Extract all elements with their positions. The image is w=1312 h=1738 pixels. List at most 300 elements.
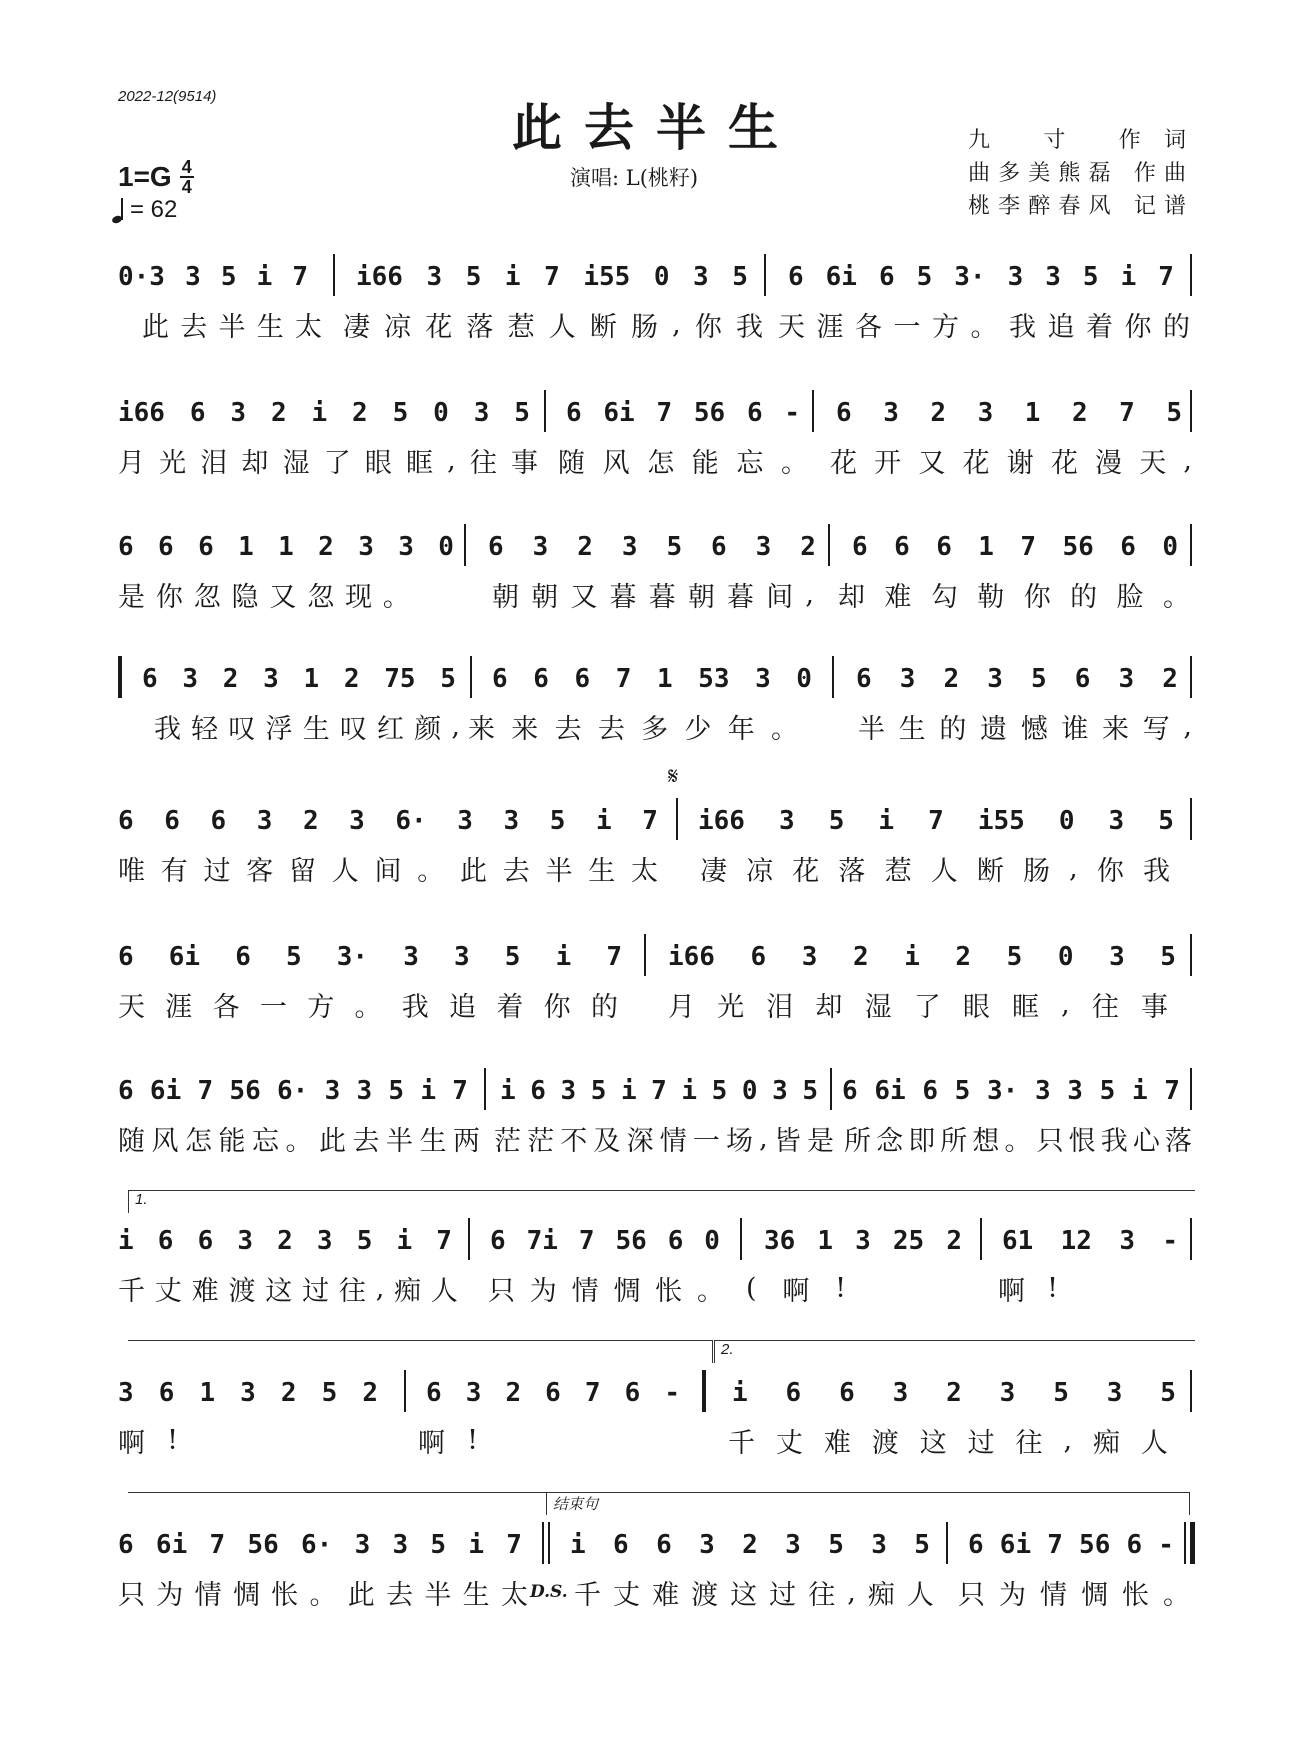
note-token: 3 bbox=[398, 532, 414, 562]
lyric-char: 着 bbox=[496, 991, 524, 1023]
note-token: 5 bbox=[1031, 664, 1047, 694]
notes-row bbox=[118, 1066, 1194, 1116]
lyric-char: 朝 bbox=[687, 581, 715, 613]
note-token: 3 bbox=[871, 1530, 887, 1560]
repeat-start-barline bbox=[118, 656, 122, 698]
lyric-char: 各 bbox=[855, 311, 882, 343]
note-token: 3 bbox=[118, 1378, 134, 1408]
coda-label: 结束句 bbox=[553, 1496, 599, 1513]
note-token: 3 bbox=[182, 664, 199, 694]
note-token: 3 bbox=[403, 942, 419, 972]
note-token: 6i bbox=[155, 1530, 188, 1560]
lyric-char: 。 bbox=[1162, 581, 1190, 613]
note-token: 6 bbox=[235, 942, 251, 972]
lyric-segment bbox=[844, 1118, 1192, 1158]
note-token: 6 bbox=[856, 664, 872, 694]
lyric-char: 却 bbox=[241, 447, 269, 479]
lyric-char: 人 bbox=[548, 311, 576, 343]
note-token: 3· bbox=[986, 1076, 1019, 1106]
note-token: 3 bbox=[426, 262, 443, 292]
note-token: 56 bbox=[615, 1226, 647, 1256]
lyric-char: 只 bbox=[1036, 1125, 1064, 1157]
lyric-segment bbox=[492, 574, 814, 614]
lyric-char: 又 bbox=[570, 581, 598, 613]
barline bbox=[333, 254, 335, 296]
note-token: - bbox=[1162, 1226, 1178, 1256]
note-token: 6 bbox=[624, 1378, 641, 1408]
lyric-char: 丈 bbox=[613, 1579, 641, 1611]
page-title: 此去半生 bbox=[512, 98, 800, 157]
note-token: 6 bbox=[118, 942, 134, 972]
lyric-char: 眼 bbox=[962, 991, 990, 1023]
note-token: i55 bbox=[977, 806, 1025, 836]
lyric-char: 。 bbox=[1163, 1579, 1190, 1611]
lyric-char: 茫 bbox=[494, 1125, 521, 1157]
note-token: 3 bbox=[503, 806, 520, 836]
lyric-char: 凉 bbox=[384, 311, 412, 343]
lyric-char: 。 bbox=[1004, 1125, 1032, 1157]
lyric-segment bbox=[838, 574, 1190, 614]
lyric-char: 忽 bbox=[307, 581, 335, 613]
lyric-char: 难 bbox=[191, 1275, 219, 1307]
lyric-char: 往 bbox=[808, 1579, 836, 1611]
note-token: i66 bbox=[698, 806, 745, 836]
lyric-char: 遗 bbox=[980, 713, 1008, 745]
note-token: 3 bbox=[560, 1076, 577, 1106]
lyric-char: 。 bbox=[970, 311, 998, 343]
note-token: 7 bbox=[1020, 532, 1037, 562]
quarter-note-icon bbox=[112, 197, 126, 223]
note-token: 7 bbox=[606, 942, 622, 972]
note-token: 7 bbox=[292, 262, 308, 292]
note-token: 2 bbox=[742, 1530, 758, 1560]
lyric-char: 隐 bbox=[231, 581, 259, 613]
lyricist-credit: 九 寸 作词 bbox=[968, 128, 1186, 153]
note-token: 53 bbox=[698, 664, 730, 694]
lyric-char: 有 bbox=[160, 855, 188, 887]
note-token: 1 bbox=[278, 532, 294, 562]
singer-credit: 演唱: L(桃籽) bbox=[570, 166, 699, 190]
note-token: i bbox=[468, 1530, 484, 1560]
lyric-char: 颜 bbox=[414, 713, 442, 745]
notes-row bbox=[118, 932, 1194, 982]
lyric-char: 着 bbox=[1086, 311, 1113, 343]
final-barline-thick bbox=[1190, 1522, 1195, 1564]
note-token: 2 bbox=[318, 532, 334, 562]
lyric-char: 你 bbox=[1096, 855, 1124, 887]
lyric-char: 暮 bbox=[727, 581, 755, 613]
lyric-char: , bbox=[1183, 710, 1192, 742]
note-token: 6 bbox=[566, 398, 582, 428]
note-token: i bbox=[504, 262, 521, 292]
lyric-char: 暮 bbox=[648, 581, 676, 613]
lyric-char: , bbox=[1063, 1424, 1073, 1456]
lyric-char: 怅 bbox=[271, 1579, 299, 1611]
note-token: 6 bbox=[142, 664, 158, 694]
note-token: 6 bbox=[839, 1378, 855, 1408]
note-token: 5 bbox=[465, 262, 482, 292]
barline bbox=[470, 656, 472, 698]
barline bbox=[676, 798, 678, 840]
note-token: - bbox=[664, 1378, 680, 1408]
lyric-char: 往 bbox=[1091, 991, 1119, 1023]
note-token: 6 bbox=[118, 532, 134, 562]
measure-notes bbox=[118, 932, 622, 982]
lyric-char: 凉 bbox=[746, 855, 774, 887]
note-token: 5 bbox=[1160, 1378, 1176, 1408]
note-token: 6 bbox=[788, 262, 804, 292]
note-token: - bbox=[784, 398, 800, 428]
lyric-char: 半 bbox=[424, 1579, 452, 1611]
note-token: 3 bbox=[457, 806, 473, 836]
barline bbox=[1190, 656, 1192, 698]
lyric-char: 啊 bbox=[998, 1275, 1025, 1307]
note-token: 3 bbox=[1045, 262, 1061, 292]
lyric-char: 。 bbox=[382, 581, 410, 613]
note-token: 5 bbox=[1160, 942, 1176, 972]
lyric-char: 太 bbox=[500, 1579, 528, 1611]
note-token: 6 bbox=[118, 1076, 134, 1106]
lyric-char: 只 bbox=[118, 1579, 145, 1611]
note-token: i bbox=[878, 806, 895, 836]
note-token: 5 bbox=[828, 1530, 844, 1560]
lyric-char: 凄 bbox=[700, 855, 727, 887]
lyric-char: 追 bbox=[449, 991, 477, 1023]
lyric-segment bbox=[118, 1268, 458, 1308]
lyric-segment bbox=[118, 1572, 528, 1612]
lyric-char: 为 bbox=[156, 1579, 184, 1611]
lyric-char: 惆 bbox=[613, 1275, 641, 1307]
lyric-char: 你 bbox=[1124, 311, 1152, 343]
note-token: 36 bbox=[764, 1226, 796, 1256]
barline bbox=[464, 524, 466, 566]
lyric-char: 湿 bbox=[864, 991, 892, 1023]
transcriber-credit: 桃李醉春风 记谱 bbox=[968, 194, 1186, 219]
measure-notes bbox=[668, 932, 1176, 982]
lyric-char: 天 bbox=[118, 991, 145, 1023]
lyric-char: 渡 bbox=[228, 1275, 256, 1307]
barline bbox=[1190, 1218, 1192, 1260]
note-token: 3 bbox=[785, 1530, 801, 1560]
lyric-char: 这 bbox=[265, 1275, 293, 1307]
lyric-char: 花 bbox=[425, 311, 453, 343]
note-token: 5 bbox=[392, 398, 409, 428]
note-token: 1 bbox=[1024, 398, 1041, 428]
lyric-char: 念 bbox=[876, 1125, 904, 1157]
note-token: 2 bbox=[1071, 398, 1088, 428]
note-token: 6 bbox=[426, 1378, 442, 1408]
notes-row bbox=[118, 252, 1194, 302]
lyric-char: 渡 bbox=[871, 1427, 899, 1459]
lyric-char: 客 bbox=[246, 855, 274, 887]
lyric-char: 丈 bbox=[154, 1275, 182, 1307]
lyric-segment bbox=[746, 1268, 846, 1308]
lyric-char: 去 bbox=[554, 713, 582, 745]
note-token: 5 bbox=[954, 1076, 971, 1106]
note-token: 6 bbox=[189, 398, 206, 428]
lyrics-row bbox=[118, 848, 1194, 888]
note-token: 3 bbox=[1034, 1076, 1051, 1106]
lyric-char: 不 bbox=[560, 1125, 588, 1157]
lyric-char: 太 bbox=[631, 855, 658, 887]
note-token: 3· bbox=[336, 942, 369, 972]
barline bbox=[484, 1068, 486, 1110]
lyric-char: 生 bbox=[462, 1579, 490, 1611]
barline bbox=[1190, 934, 1192, 976]
note-token: i bbox=[620, 1076, 637, 1106]
lyric-char: 来 bbox=[468, 713, 495, 745]
lyric-char: 。 bbox=[780, 447, 808, 479]
measure-notes bbox=[118, 796, 658, 846]
lyric-char: 漫 bbox=[1095, 447, 1123, 479]
lyric-segment bbox=[118, 1118, 480, 1158]
lyric-char: 湿 bbox=[282, 447, 310, 479]
lyric-char: 即 bbox=[908, 1125, 936, 1157]
lyric-char: 难 bbox=[652, 1579, 680, 1611]
note-token: - bbox=[1158, 1530, 1174, 1560]
note-token: 3 bbox=[855, 1226, 871, 1256]
note-token: 5 bbox=[802, 1076, 818, 1106]
note-token: 5 bbox=[732, 262, 748, 292]
note-token: 6 bbox=[922, 1076, 938, 1106]
note-token: 61 bbox=[1002, 1226, 1034, 1256]
note-token: 5 bbox=[286, 942, 302, 972]
note-token: 3 bbox=[1108, 806, 1125, 836]
lyric-char: 眶 bbox=[1011, 991, 1039, 1023]
note-token: 6 bbox=[1120, 532, 1136, 562]
lyric-char: 我 bbox=[1143, 855, 1170, 887]
note-token: 3 bbox=[999, 1378, 1016, 1408]
lyric-char: 只 bbox=[488, 1275, 515, 1307]
note-token: 3 bbox=[755, 664, 771, 694]
measure-notes bbox=[118, 522, 454, 572]
lyric-char: 现 bbox=[345, 581, 373, 613]
lyric-char: 情 bbox=[1040, 1579, 1067, 1611]
lyric-char: 忘 bbox=[736, 447, 764, 479]
barline bbox=[764, 254, 766, 296]
barline bbox=[830, 1068, 832, 1110]
lyric-segment bbox=[574, 1572, 934, 1612]
lyric-char: 去 bbox=[597, 713, 625, 745]
note-token: i bbox=[904, 942, 920, 972]
lyric-char: 这 bbox=[730, 1579, 758, 1611]
lyric-char: 叹 bbox=[228, 713, 256, 745]
note-token: 3 bbox=[237, 1226, 253, 1256]
note-token: 25 bbox=[892, 1226, 925, 1256]
lyric-char: 我 bbox=[1009, 311, 1036, 343]
note-token: 6 bbox=[968, 1530, 984, 1560]
note-token: 3 bbox=[532, 532, 549, 562]
note-token: 0 bbox=[796, 664, 812, 694]
lyric-char: 啊 bbox=[118, 1427, 145, 1459]
lyric-char: 随 bbox=[558, 447, 585, 479]
note-token: 6 bbox=[936, 532, 952, 562]
note-token: i bbox=[420, 1076, 436, 1106]
lyric-char: 凄 bbox=[343, 311, 370, 343]
lyric-char: 泪 bbox=[766, 991, 794, 1023]
lyric-segment bbox=[558, 440, 808, 480]
lyric-segment bbox=[468, 706, 798, 746]
note-token: 6 bbox=[613, 1530, 629, 1560]
measure-notes bbox=[118, 1520, 522, 1570]
lyric-char: 所 bbox=[844, 1125, 871, 1157]
credits bbox=[968, 124, 1186, 223]
note-token: 3 bbox=[263, 664, 279, 694]
lyric-char: 又 bbox=[269, 581, 297, 613]
barline bbox=[1190, 254, 1192, 296]
tempo-value: = 62 bbox=[130, 196, 178, 223]
notes-row bbox=[118, 1520, 1194, 1570]
lyric-char: ! bbox=[835, 1272, 846, 1304]
note-token: 1 bbox=[303, 664, 320, 694]
lyric-char: , bbox=[375, 1272, 385, 1304]
note-token: 6 bbox=[836, 398, 852, 428]
lyric-char: 场 bbox=[725, 1125, 753, 1157]
note-token: 2 bbox=[852, 942, 869, 972]
barline bbox=[1190, 390, 1192, 432]
note-token: 3 bbox=[316, 1226, 333, 1256]
measure-notes bbox=[118, 388, 530, 438]
note-token: 3 bbox=[899, 664, 916, 694]
lyric-char: 我 bbox=[736, 311, 763, 343]
lyric-char: 情 bbox=[571, 1275, 599, 1307]
lyric-char: 人 bbox=[331, 855, 359, 887]
lyric-char: 你 bbox=[543, 991, 571, 1023]
lyric-char: 落 bbox=[1164, 1125, 1192, 1157]
first-ending-bracket-continued bbox=[128, 1340, 713, 1363]
lyric-segment bbox=[778, 304, 1190, 344]
lyric-char: 人 bbox=[906, 1579, 934, 1611]
note-token: 56 bbox=[1062, 532, 1094, 562]
note-token: 3 bbox=[465, 1378, 482, 1408]
note-token: 3 bbox=[349, 806, 365, 836]
barline bbox=[980, 1218, 982, 1260]
measure-notes bbox=[118, 1216, 452, 1266]
coda-bracket bbox=[546, 1492, 1190, 1515]
lyric-char: 我 bbox=[1100, 1125, 1128, 1157]
note-token: 5 bbox=[440, 664, 456, 694]
note-token: 7 bbox=[1158, 262, 1174, 292]
lyric-char: 朝 bbox=[531, 581, 559, 613]
note-token: 2 bbox=[946, 1226, 962, 1256]
lyric-char: 风 bbox=[602, 447, 630, 479]
second-ending-bracket bbox=[714, 1340, 1195, 1363]
note-token: 3 bbox=[1106, 1378, 1123, 1408]
note-token: i bbox=[555, 942, 572, 972]
lyric-char: 年 bbox=[727, 713, 755, 745]
note-token: 7i bbox=[526, 1226, 558, 1256]
note-token: i bbox=[256, 262, 273, 292]
lyric-char: 生 bbox=[302, 713, 330, 745]
note-token: 6 bbox=[1126, 1530, 1143, 1560]
note-token: 5 bbox=[828, 806, 845, 836]
lyric-char: 天 bbox=[1139, 447, 1167, 479]
note-token: 0 bbox=[1162, 532, 1178, 562]
key-signature bbox=[118, 158, 194, 196]
notes-row bbox=[118, 1216, 1194, 1266]
measure-notes bbox=[842, 1066, 1180, 1116]
note-token: 7 bbox=[436, 1226, 452, 1256]
lyric-segment bbox=[118, 1420, 178, 1460]
note-token: 7 bbox=[452, 1076, 468, 1106]
note-token: 3 bbox=[454, 942, 470, 972]
note-token: i bbox=[596, 806, 612, 836]
lyric-char: 一 bbox=[692, 1125, 720, 1157]
lyric-char: 。 bbox=[770, 713, 798, 745]
lyric-char: 痴 bbox=[394, 1275, 422, 1307]
note-token: i55 bbox=[583, 262, 631, 292]
lyric-char: ( bbox=[746, 1272, 757, 1304]
lyric-segment bbox=[118, 574, 410, 614]
lyric-segment bbox=[830, 440, 1192, 480]
lyric-segment bbox=[998, 1268, 1058, 1308]
note-token: 56 bbox=[229, 1076, 261, 1106]
lyric-char: 为 bbox=[999, 1579, 1026, 1611]
barline bbox=[812, 390, 814, 432]
lyric-char: 能 bbox=[218, 1125, 246, 1157]
lyric-char: 眼 bbox=[364, 447, 392, 479]
lyric-char: 朝 bbox=[492, 581, 519, 613]
note-token: 6 bbox=[164, 806, 180, 836]
lyric-char: 光 bbox=[159, 447, 187, 479]
measure-notes bbox=[570, 1520, 930, 1570]
lyric-char: 你 bbox=[155, 581, 183, 613]
note-token: 5 bbox=[914, 1530, 930, 1560]
key-label: 1=G bbox=[118, 161, 172, 192]
note-token: i bbox=[570, 1530, 586, 1560]
lyric-char: 。 bbox=[309, 1579, 337, 1611]
lyric-char: 只 bbox=[958, 1579, 985, 1611]
measure-notes bbox=[732, 1368, 1176, 1418]
note-token: 56 bbox=[693, 398, 726, 428]
lyric-segment bbox=[118, 848, 658, 888]
measure-notes bbox=[118, 252, 308, 302]
lyrics-row bbox=[118, 1268, 1194, 1308]
lyric-char: 落 bbox=[466, 311, 494, 343]
lyric-segment bbox=[728, 1420, 1168, 1460]
lyric-char: 此 bbox=[142, 311, 169, 343]
lyric-char: ! bbox=[167, 1424, 178, 1456]
note-token: 6 bbox=[158, 532, 174, 562]
lyric-char: 人 bbox=[930, 855, 958, 887]
lyric-char: 半 bbox=[545, 855, 573, 887]
note-token: 5 bbox=[1158, 806, 1174, 836]
lyric-char: 花 bbox=[962, 447, 990, 479]
note-token: 7 bbox=[209, 1530, 226, 1560]
note-token: i bbox=[1131, 1076, 1148, 1106]
dal-segno-mark: D.S. bbox=[530, 1582, 568, 1602]
note-token: 3 bbox=[354, 1530, 371, 1560]
lyric-char: 落 bbox=[838, 855, 866, 887]
lyric-char: 深 bbox=[626, 1125, 654, 1157]
lyric-char: 花 bbox=[1050, 447, 1078, 479]
note-token: 6 bbox=[852, 532, 868, 562]
lyric-char: 茫 bbox=[527, 1125, 555, 1157]
note-token: 2 bbox=[1162, 664, 1178, 694]
lyric-char: 生 bbox=[419, 1125, 447, 1157]
lyric-char: 能 bbox=[691, 447, 719, 479]
lyric-char: 叹 bbox=[339, 713, 367, 745]
lyric-char: 。 bbox=[285, 1125, 313, 1157]
measure-notes bbox=[426, 1368, 680, 1418]
lyric-segment bbox=[418, 1420, 478, 1460]
barline bbox=[644, 934, 646, 976]
lyrics-row bbox=[118, 440, 1194, 480]
note-token: 5 bbox=[916, 262, 933, 292]
note-token: 5 bbox=[430, 1530, 447, 1560]
measure-notes bbox=[856, 654, 1178, 704]
lyric-char: ! bbox=[1047, 1272, 1058, 1304]
